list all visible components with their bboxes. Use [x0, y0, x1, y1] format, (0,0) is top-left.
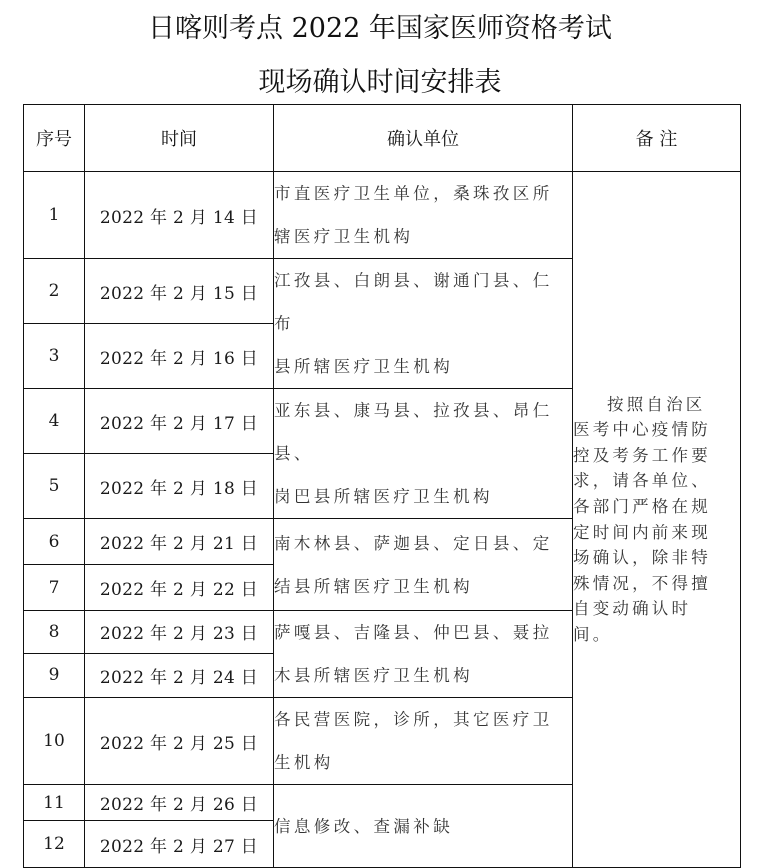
remark-line: 殊情况，不得擅: [573, 573, 711, 593]
unit-line-2: 辖医疗卫生机构: [274, 227, 414, 246]
remark-line: 场确认，除非特: [573, 548, 711, 568]
unit-line-2: 县所辖医疗卫生机构: [274, 357, 454, 376]
header-unit: 确认单位: [274, 105, 573, 172]
unit-line-2: 岗巴县所辖医疗卫生机构: [274, 487, 493, 506]
row-date: 2022 年 2 月 18 日: [85, 454, 274, 519]
remark-line: 定时间内前来现: [573, 522, 711, 542]
unit-line-1: 江孜县、白朗县、谢通门县、仁布: [274, 271, 553, 333]
unit-line-2: 结县所辖医疗卫生机构: [274, 576, 473, 596]
row-index: 1: [24, 172, 85, 259]
remark-line: 按照自治区: [607, 394, 706, 414]
row-index: 6: [24, 519, 85, 565]
row-index: 10: [24, 698, 85, 785]
table-header-row: [24, 105, 741, 172]
document-title-line-2: 现场确认时间安排表: [258, 67, 502, 98]
remark-line: 间。: [573, 624, 613, 644]
header-time: 时间: [85, 105, 274, 172]
row-date: 2022 年 2 月 14 日: [85, 172, 274, 259]
row-index: 4: [24, 389, 85, 454]
row-index: 12: [24, 821, 85, 868]
header-index: 序号: [24, 105, 85, 172]
row-unit: [274, 389, 573, 519]
row-date: 2022 年 2 月 24 日: [85, 653, 274, 697]
row-date: 2022 年 2 月 25 日: [85, 698, 274, 785]
row-date: 2022 年 2 月 26 日: [85, 785, 274, 821]
row-date: 2022 年 2 月 16 日: [85, 324, 274, 389]
remark-line: 控及考务工作要: [573, 445, 711, 465]
unit-line-1: 市直医疗卫生单位，桑珠孜区所: [274, 184, 553, 203]
row-index: 3: [24, 324, 85, 389]
row-index: 2: [24, 259, 85, 324]
unit-line-2: 生机构: [274, 753, 334, 772]
row-unit: [274, 785, 573, 868]
remark-line: 各部门严格在规: [573, 496, 711, 516]
row-index: 7: [24, 565, 85, 611]
remark-cell: [573, 172, 741, 868]
schedule-table: [23, 104, 741, 868]
unit-line-1: 各民营医院，诊所，其它医疗卫: [274, 710, 553, 729]
row-unit: [274, 611, 573, 698]
unit-line-1: 信息修改、查漏补缺: [274, 816, 454, 836]
row-unit: [274, 698, 573, 785]
header-remark: 备 注: [573, 105, 741, 172]
row-date: 2022 年 2 月 22 日: [85, 565, 274, 611]
unit-line-2: 木县所辖医疗卫生机构: [274, 666, 473, 685]
remark-line: 自变动确认时: [573, 599, 692, 619]
row-unit: [274, 172, 573, 259]
table-row: [24, 172, 741, 259]
unit-line-1: 南木林县、萨迦县、定日县、定: [274, 533, 553, 553]
row-unit: [274, 519, 573, 611]
unit-line-1: 萨嘎县、吉隆县、仲巴县、聂拉: [274, 623, 553, 642]
remark-line: 求，请各单位、: [573, 471, 711, 491]
remark-line: 医考中心疫情防: [573, 420, 711, 440]
row-date: 2022 年 2 月 27 日: [85, 821, 274, 868]
row-date: 2022 年 2 月 23 日: [85, 611, 274, 654]
row-date: 2022 年 2 月 21 日: [85, 519, 274, 565]
row-index: 9: [24, 653, 85, 697]
row-index: 5: [24, 454, 85, 519]
row-index: 8: [24, 611, 85, 654]
row-date: 2022 年 2 月 17 日: [85, 389, 274, 454]
document-title-line-1: 日喀则考点 2022 年国家医师资格考试: [148, 13, 612, 44]
row-unit: [274, 259, 573, 389]
row-date: 2022 年 2 月 15 日: [85, 259, 274, 324]
row-index: 11: [24, 785, 85, 821]
unit-line-1: 亚东县、康马县、拉孜县、昂仁县、: [274, 401, 553, 463]
